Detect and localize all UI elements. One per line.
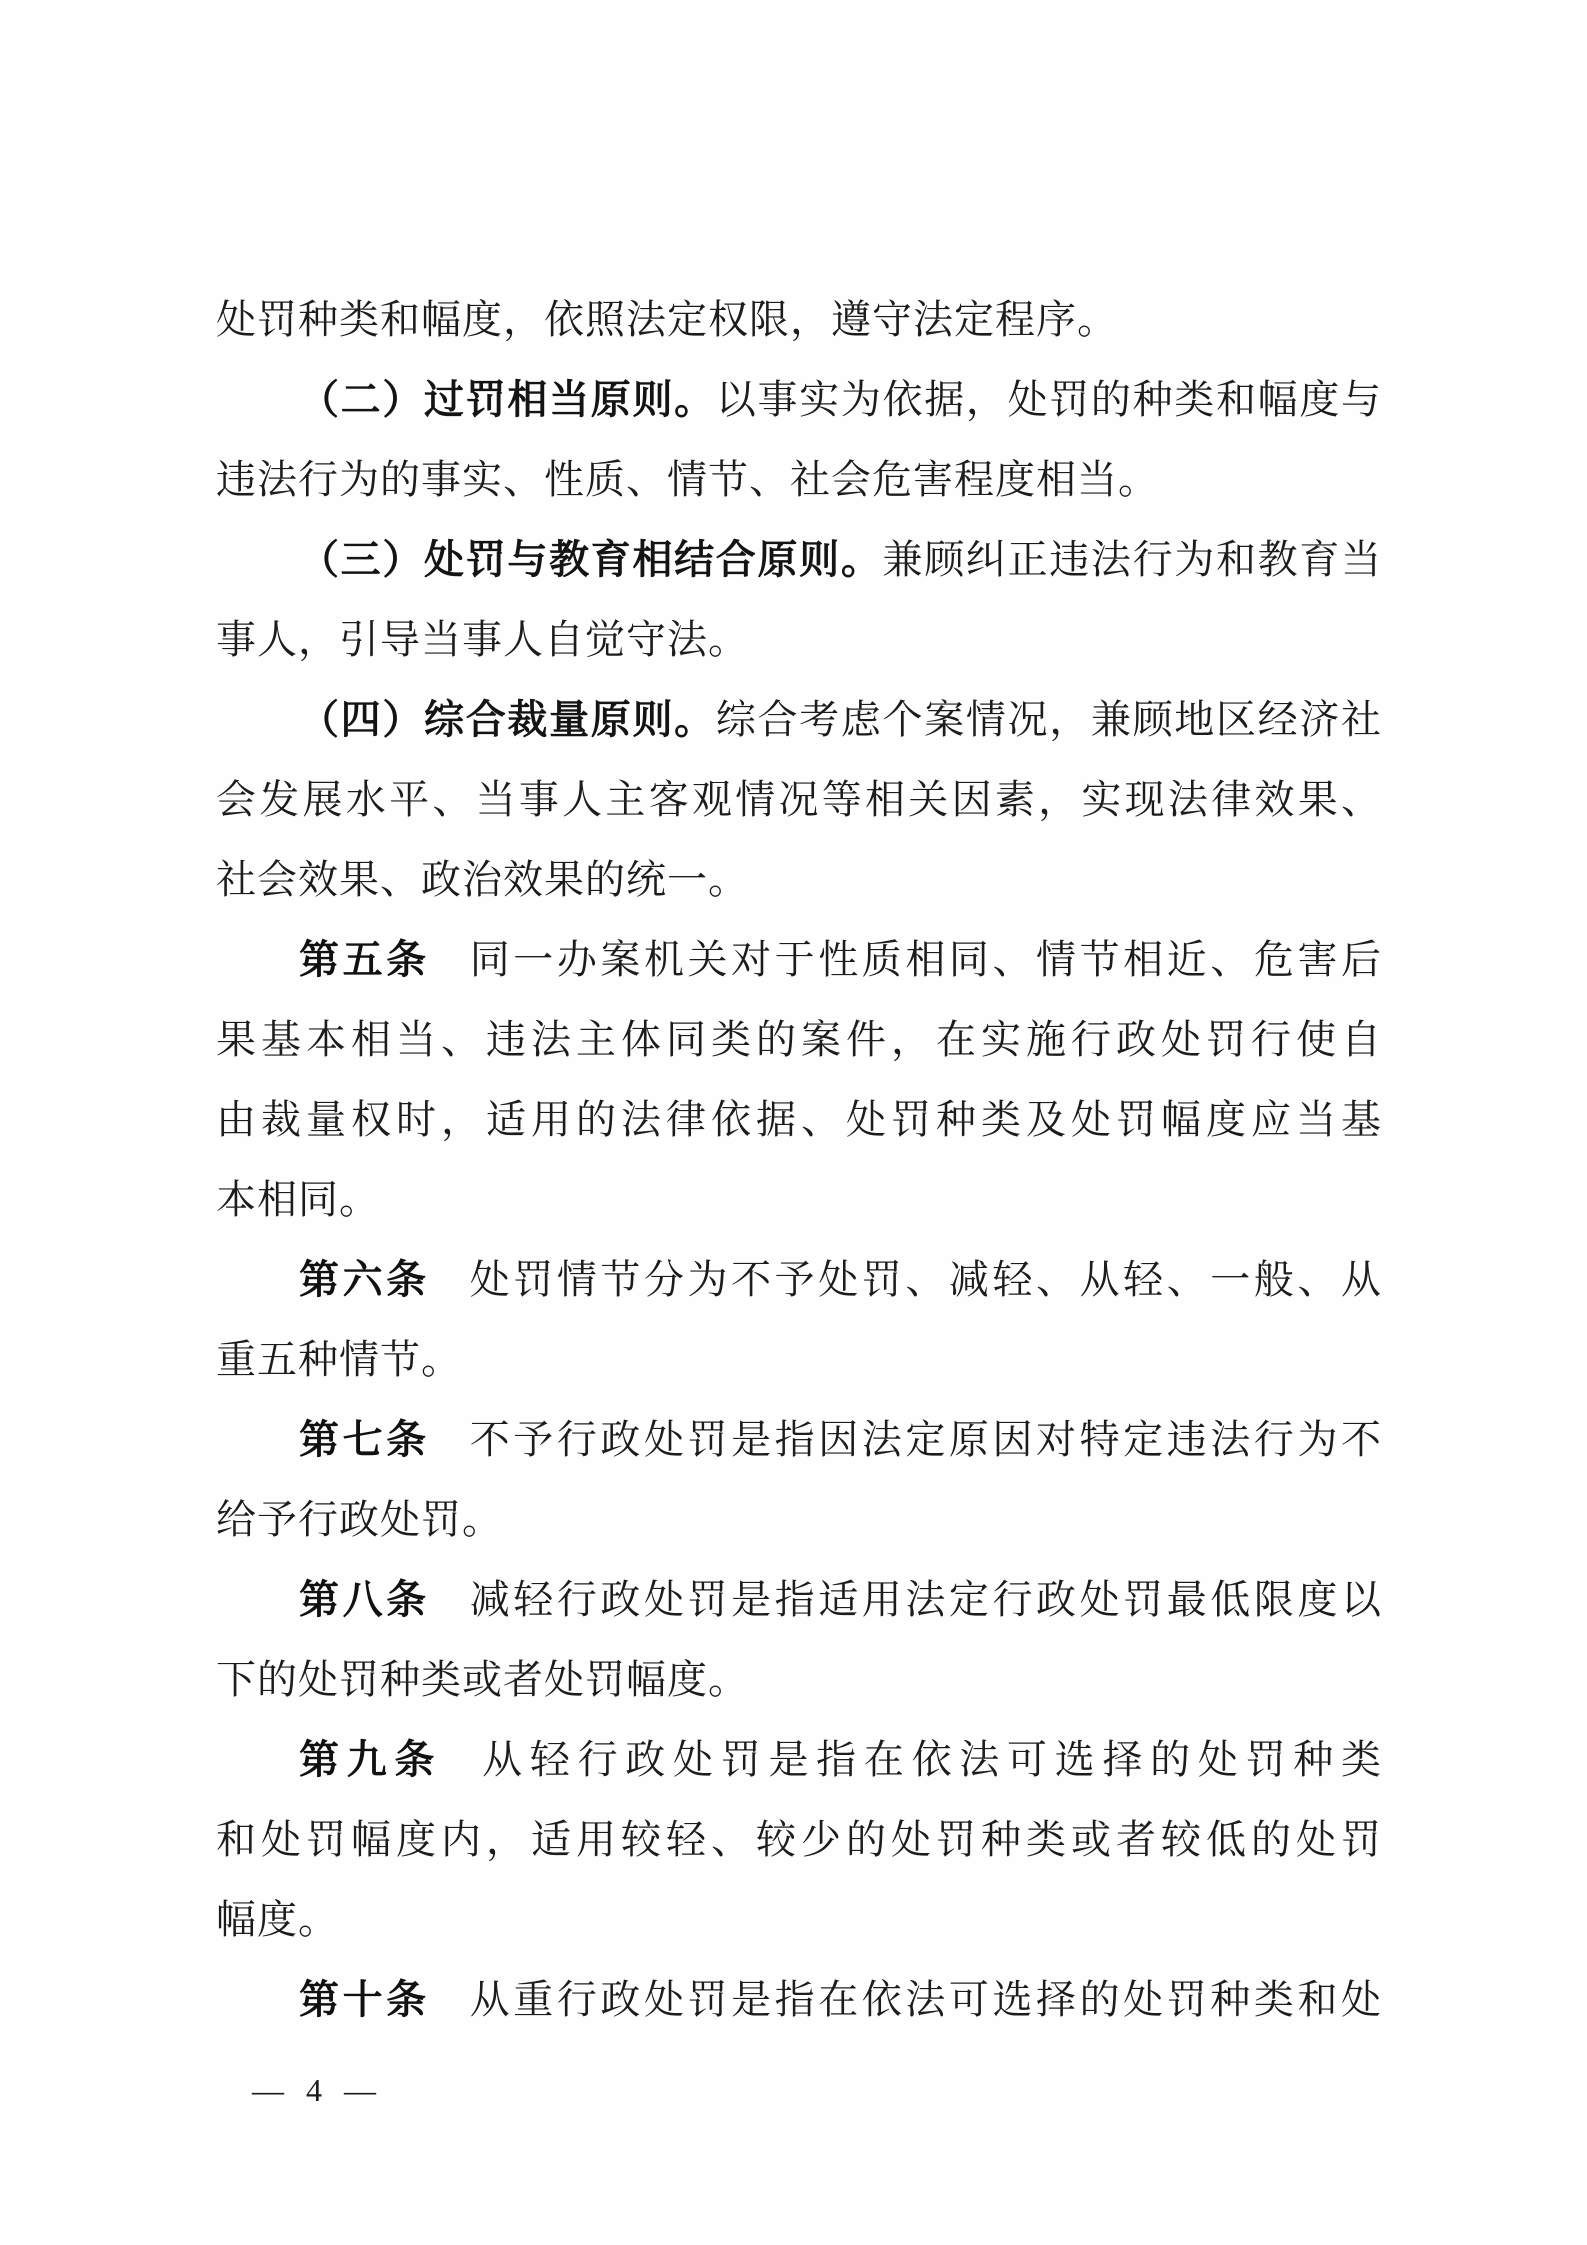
line-text: 兼顾纠正违法行为和教育当	[882, 537, 1383, 583]
text-line	[216, 1480, 1382, 1560]
article-label: 第七条	[299, 1417, 430, 1463]
text-line	[216, 1400, 1382, 1480]
line-text: 果基本相当、违法主体同类的案件，在实施行政处罚行使自	[216, 1017, 1382, 1063]
line-text: 违法行为的事实、性质、情节、社会危害程度相当。	[216, 457, 1159, 503]
line-text: 社会效果、政治效果的统一。	[216, 857, 749, 903]
line-text: 处罚种类和幅度，依照法定权限，遵守法定程序。	[216, 297, 1118, 343]
text-line	[216, 520, 1382, 600]
line-text: 给予行政处罚。	[216, 1497, 503, 1543]
line-text: 综合考虑个案情况，兼顾地区经济社	[715, 697, 1383, 743]
text-line	[216, 1320, 1382, 1400]
line-text: 减轻行政处罚是指适用法定行政处罚最低限度以	[469, 1577, 1383, 1623]
line-text: 会发展水平、当事人主客观情况等相关因素，实现法律效果、	[216, 777, 1382, 823]
text-line	[216, 1720, 1382, 1800]
line-text: 不予行政处罚是指因法定原因对特定违法行为不	[469, 1417, 1383, 1463]
paragraph-lead: （四）综合裁量原则。	[299, 696, 716, 743]
text-line	[216, 1160, 1382, 1240]
paragraph-lead: （三）处罚与教育相结合原则。	[299, 536, 883, 583]
text-line	[216, 1000, 1382, 1080]
line-text: 从重行政处罚是指在依法可选择的处罚种类和处	[469, 1977, 1383, 2023]
text-line	[216, 1560, 1382, 1640]
text-line	[216, 1880, 1382, 1960]
line-text: 从轻行政处罚是指在依法可选择的处罚种类	[482, 1737, 1383, 1783]
line-text: 事人，引导当事人自觉守法。	[216, 617, 749, 663]
article-label: 第五条	[299, 937, 430, 983]
article-label: 第九条	[299, 1737, 443, 1783]
text-line	[216, 1960, 1382, 2040]
page-body	[216, 280, 1382, 2040]
line-text: 以事实为依据，处罚的种类和幅度与	[715, 377, 1383, 423]
paragraph-lead: （二）过罚相当原则。	[299, 376, 716, 423]
line-text: 下的处罚种类或者处罚幅度。	[216, 1657, 749, 1703]
line-text: 同一办案机关对于性质相同、情节相近、危害后	[469, 937, 1383, 983]
text-line	[216, 760, 1382, 840]
text-line	[216, 1240, 1382, 1320]
article-label: 第八条	[299, 1577, 430, 1623]
line-text: 本相同。	[216, 1177, 380, 1223]
text-line	[216, 1640, 1382, 1720]
line-text: 处罚情节分为不予处罚、减轻、从轻、一般、从	[469, 1257, 1383, 1303]
line-text: 和处罚幅度内，适用较轻、较少的处罚种类或者较低的处罚	[216, 1817, 1382, 1863]
line-text: 由裁量权时，适用的法律依据、处罚种类及处罚幅度应当基	[216, 1097, 1382, 1143]
text-line	[216, 680, 1382, 760]
text-line	[216, 920, 1382, 1000]
text-line	[216, 440, 1382, 520]
line-text: 重五种情节。	[216, 1337, 462, 1383]
text-line	[216, 280, 1382, 360]
text-line	[216, 600, 1382, 680]
text-line	[216, 1800, 1382, 1880]
article-label: 第六条	[299, 1257, 430, 1303]
article-label: 第十条	[299, 1977, 430, 2023]
text-line	[216, 840, 1382, 920]
text-line	[216, 1080, 1382, 1160]
page-number: — 4 —	[252, 2072, 376, 2108]
line-text: 幅度。	[216, 1897, 339, 1943]
text-line	[216, 360, 1382, 440]
